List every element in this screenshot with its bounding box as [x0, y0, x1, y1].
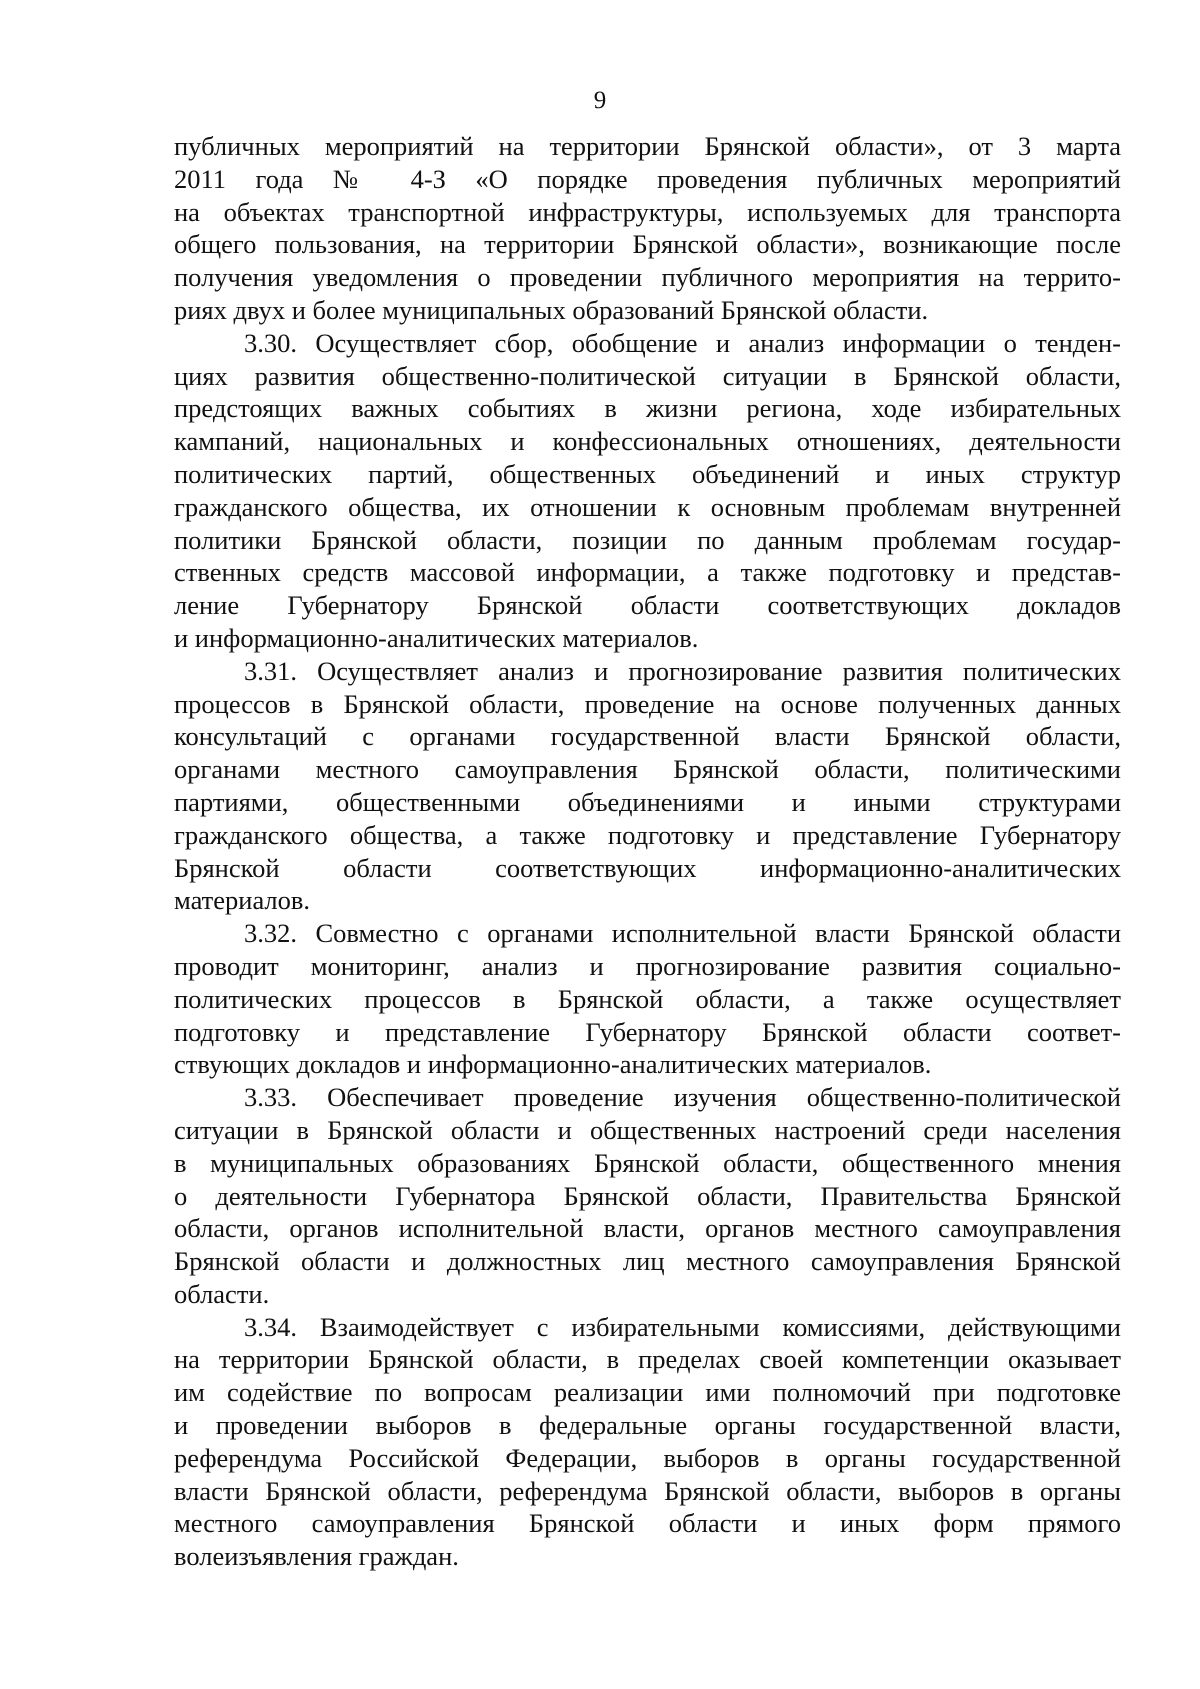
text-line: циях развития общественно-политической ситуации в Брянской области, — [174, 360, 1121, 391]
text-line: материалов. — [174, 885, 311, 916]
paragraph — [174, 655, 1121, 917]
text-line: 3.33. Обеспечивает проведение изучения общественно-политической — [244, 1082, 1121, 1113]
text-line: 3.30. Осуществляет сбор, обобщение и анализ информации о тенден- — [244, 327, 1121, 358]
text-line: ственных средств массовой информации, а также подготовку и представ- — [174, 557, 1121, 588]
text-line: риях двух и более муниципальных образований Брянской области. — [174, 294, 929, 325]
page-number: 9 — [593, 87, 607, 114]
text-line: процессов в Брянской области, проведение на основе полученных данных — [174, 688, 1121, 719]
paragraph — [174, 1081, 1121, 1311]
text-line: им содействие по вопросам реализации ими полномочий при подготовке — [174, 1377, 1121, 1408]
text-line: волеизъявления граждан. — [174, 1541, 459, 1572]
text-line: предстоящих важных событиях в жизни региона, ходе избирательных — [174, 393, 1121, 424]
text-line: в муниципальных образованиях Брянской области, общественного мнения — [174, 1147, 1121, 1178]
text-line: политических процессов в Брянской области, а также осуществляет — [174, 983, 1121, 1014]
text-line: органами местного самоуправления Брянской области, политическими — [174, 754, 1121, 785]
text-line: 2011 года № 4-З «О порядке проведения публичных мероприятий — [174, 163, 1121, 194]
paragraph — [174, 327, 1121, 655]
paragraph — [174, 917, 1121, 1081]
text-line: общего пользования, на территории Брянской области», возникающие после — [174, 229, 1121, 260]
text-line: власти Брянской области, референдума Брянской области, выборов в органы — [174, 1475, 1121, 1506]
text-line: и информационно-аналитических материалов. — [174, 622, 699, 653]
text-line: области. — [174, 1278, 270, 1309]
text-line: ствующих докладов и информационно-аналитических материалов. — [174, 1049, 932, 1080]
text-line: 3.31. Осуществляет анализ и прогнозирование развития политических — [244, 655, 1121, 686]
text-line: получения уведомления о проведении публичного мероприятия на террито- — [174, 262, 1121, 293]
text-line: местного самоуправления Брянской области и иных форм прямого — [174, 1508, 1121, 1539]
text-line: на территории Брянской области, в пределах своей компетенции оказывает — [174, 1344, 1121, 1375]
text-line: области, органов исполнительной власти, органов местного самоуправления — [174, 1213, 1121, 1244]
text-line: кампаний, национальных и конфессиональных отношениях, деятельности — [174, 426, 1121, 457]
text-line: консультаций с органами государственной власти Брянской области, — [174, 721, 1121, 752]
text-line: публичных мероприятий на территории Брянской области», от 3 марта — [174, 131, 1121, 161]
text-line: на объектах транспортной инфраструктуры, используемых для транспорта — [174, 196, 1121, 227]
paragraph — [174, 130, 1121, 327]
text-line: гражданского общества, а также подготовку и представление Губернатору — [174, 819, 1121, 850]
text-line: 3.32. Совместно с органами исполнительной власти Брянской области — [244, 918, 1121, 949]
document-body — [174, 130, 1121, 1573]
text-line: партиями, общественными объединениями и иными структурами — [174, 786, 1121, 817]
text-line: подготовку и представление Губернатору Брянской области соответ- — [174, 1016, 1121, 1047]
text-line: гражданского общества, их отношении к основным проблемам внутренней — [174, 491, 1121, 522]
text-line: референдума Российской Федерации, выборов в органы государственной — [174, 1442, 1121, 1473]
paragraph — [174, 1311, 1121, 1573]
text-line: 3.34. Взаимодействует с избирательными комиссиями, действующими — [244, 1311, 1121, 1342]
text-line: и проведении выборов в федеральные органы государственной власти, — [174, 1410, 1121, 1441]
text-line: политических партий, общественных объединений и иных структур — [174, 458, 1121, 489]
text-line: ситуации в Брянской области и общественных настроений среди населения — [174, 1114, 1121, 1145]
text-line: проводит мониторинг, анализ и прогнозирование развития социально- — [174, 950, 1121, 981]
text-line: политики Брянской области, позиции по данным проблемам государ- — [174, 524, 1121, 555]
text-line: Брянской области и должностных лиц местного самоуправления Брянской — [174, 1246, 1121, 1277]
text-line: ление Губернатору Брянской области соответствующих докладов — [174, 590, 1121, 621]
text-line: Брянской области соответствующих информационно-аналитических — [174, 852, 1121, 883]
text-line: о деятельности Губернатора Брянской области, Правительства Брянской — [174, 1180, 1121, 1211]
